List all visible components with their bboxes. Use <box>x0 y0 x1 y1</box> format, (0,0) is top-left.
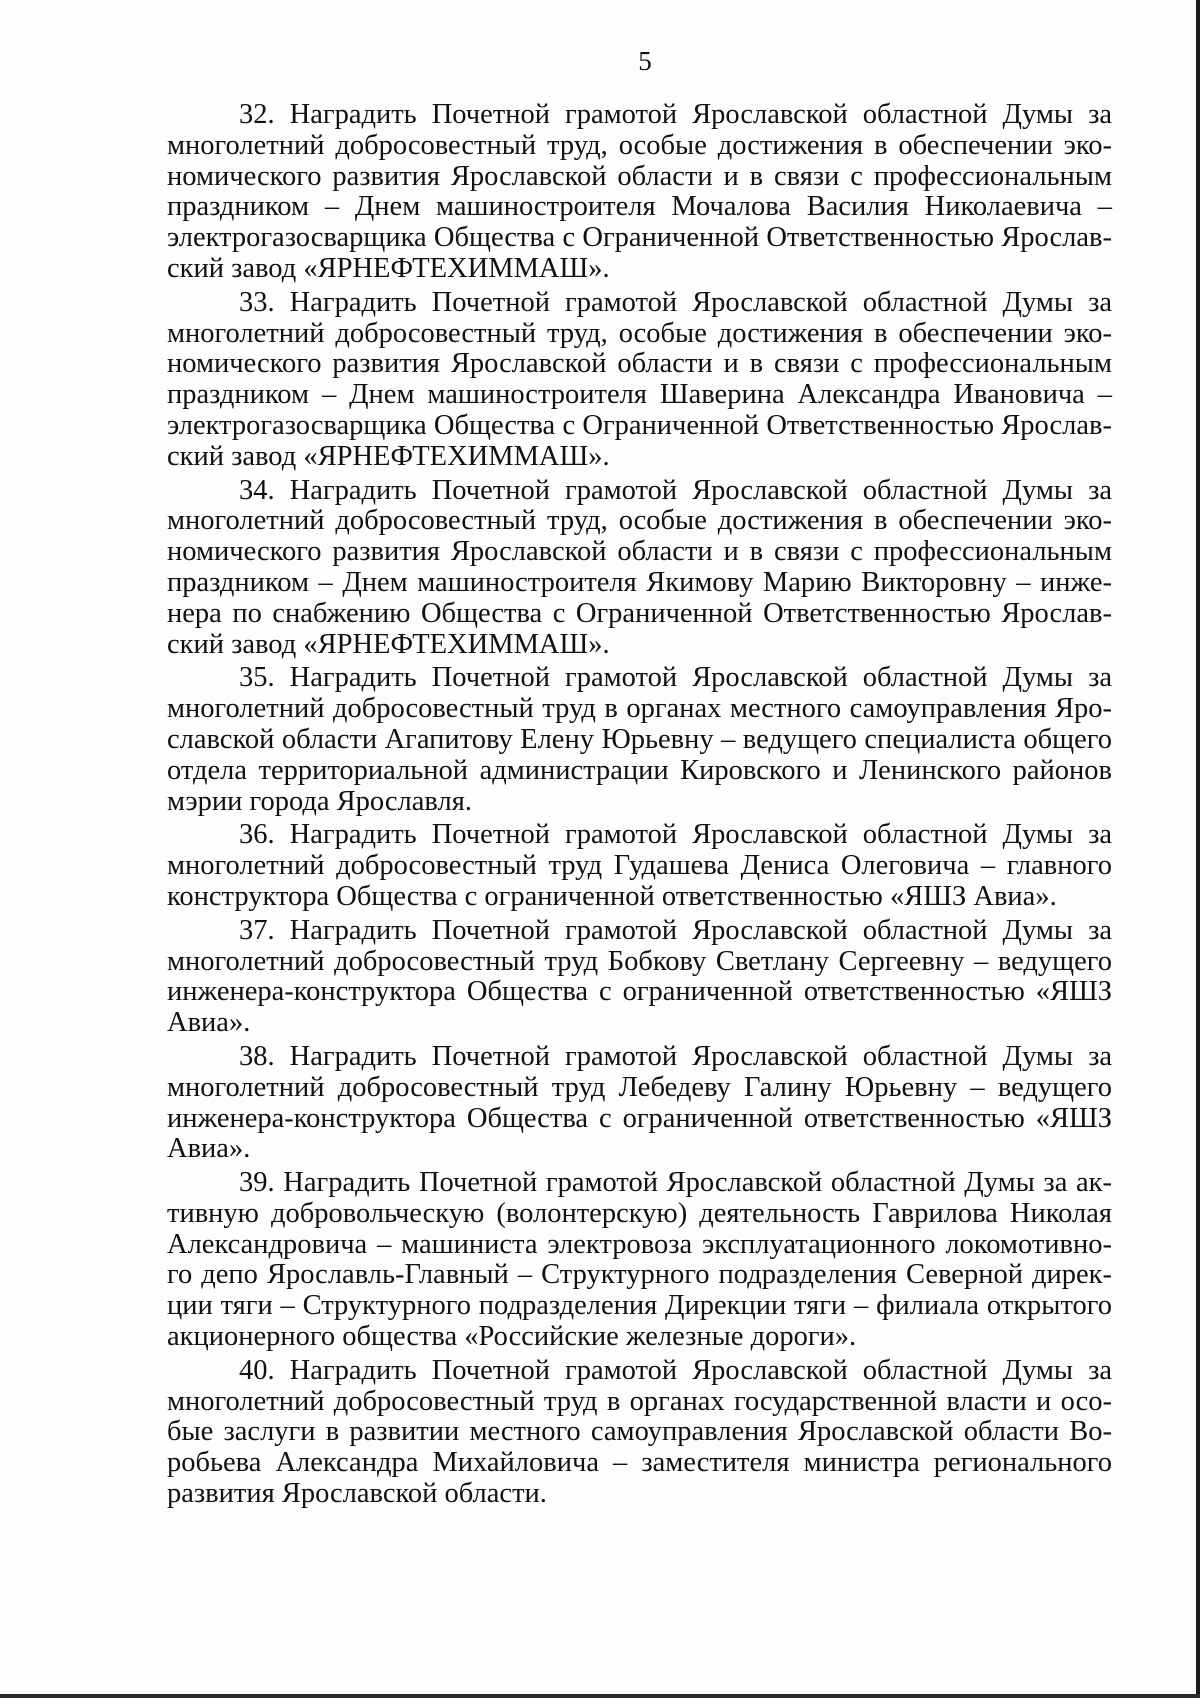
clause-38: 38. Наградить Почетной грамотой Ярославской областной Думы за многолетний добросовестный труд Лебедеву Галину Юрьевну – ведущего инженера-конструктора Общества с ограниченной ответственностью «ЯШЗ Авиа». <box>167 1040 1112 1165</box>
page-number: 5 <box>638 46 652 76</box>
clause-36: 36. Наградить Почетной грамотой Ярославской областной Думы за многолетний добросовестный труд Гудашева Дениса Олеговича – главного конструктора Общества с ограниченной ответственностью «ЯШЗ Авиа». <box>167 819 1112 912</box>
clause-37: 37. Наградить Почетной грамотой Ярославской областной Думы за многолетний добросовестный труд Бобкову Светлану Сергеевну – ведущего инженера-конструктора Общества с ограниченной ответственностью «ЯШЗ Авиа». <box>167 914 1112 1039</box>
clause-40: 40. Наградить Почетной грамотой Ярославской областной Думы за многолетний добросовестный труд в органах государственной власти и особые заслуги в развитии местного самоуправления Ярославской области Воробьева Александра Михайловича – заместителя министра регионального развития Ярославской области. <box>167 1354 1112 1510</box>
clause-33: 33. Наградить Почетной грамотой Ярославской областной Думы за многолетний добросовестный труд, особые достижения в обеспечении экономического развития Ярославской области и в связи с профессиональным праздником – Днем машиностроителя Шаверина Александра Ивановича – электрогазосварщика Общества с Ограниченной Ответственностью Ярославский завод «ЯРНЕФТЕХИММАШ». <box>167 286 1112 472</box>
scan-border-bottom <box>0 1694 1200 1698</box>
clause-34: 34. Наградить Почетной грамотой Ярославской областной Думы за многолетний добросовестный труд, особые достижения в обеспечении экономического развития Ярославской области и в связи с профессиональным праздником – Днем машиностроителя Якимову Марию Викторовну – инженера по снабжению Общества с Ограниченной Ответственностью Ярославский завод «ЯРНЕФТЕХИММАШ». <box>167 474 1112 660</box>
clause-39: 39. Наградить Почетной грамотой Ярославской областной Думы за активную добровольческую (волонтерскую) деятельность Гаврилова Николая Александровича – машиниста электровоза эксплуатационного локомотивного депо Ярославль-Главный – Структурного подразделения Северной дирекции тяги – Структурного подразделения Дирекции тяги – филиала открытого акционерного общества «Российские железные дороги». <box>167 1167 1112 1353</box>
document-body <box>167 100 1112 1513</box>
clause-35: 35. Наградить Почетной грамотой Ярославской областной Думы за многолетний добросовестный труд в органах местного самоуправления Ярославской области Агапитову Елену Юрьевну – ведущего специалиста общего отдела территориальной администрации Кировского и Ленинского районов мэрии города Ярославля. <box>167 662 1112 817</box>
scan-border-right <box>1196 0 1200 1698</box>
clause-32: 32. Наградить Почетной грамотой Ярославской областной Думы за многолетний добросовестный труд, особые достижения в обеспечении экономического развития Ярославской области и в связи с профессиональным праздником – Днем машиностроителя Мочалова Василия Николаевича – электрогазосварщика Общества с Ограниченной Ответственностью Ярославский завод «ЯРНЕФТЕХИММАШ». <box>167 99 1112 284</box>
